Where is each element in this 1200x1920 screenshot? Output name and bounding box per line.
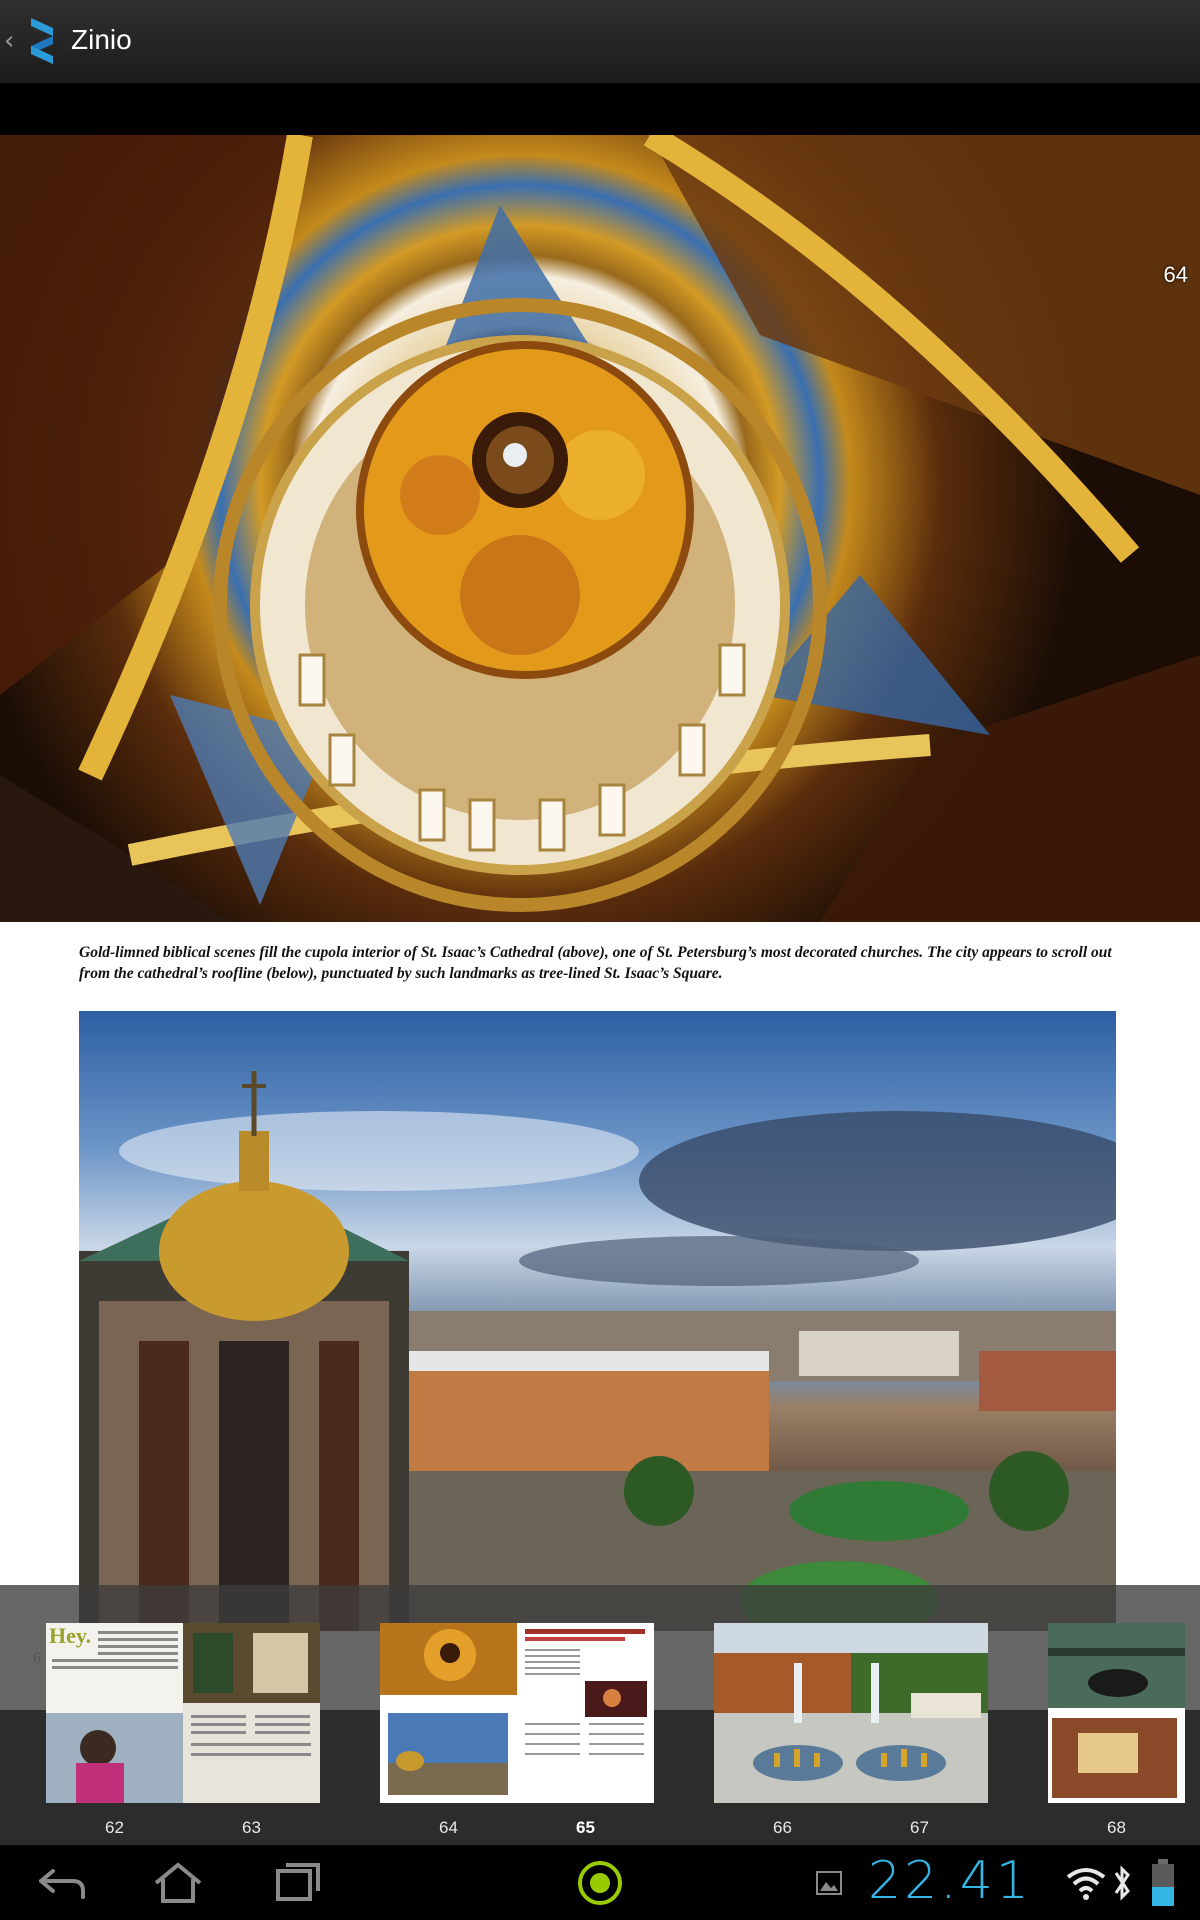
thumbnail-label-67: 67 <box>910 1818 929 1837</box>
thumb-strip-stray-text: 6 <box>33 1650 41 1667</box>
battery-icon <box>1150 1859 1176 1907</box>
thumbnail-spread-66-67[interactable] <box>714 1623 988 1803</box>
nav-recents-icon[interactable] <box>270 1859 326 1907</box>
photo-caption: Gold-limned biblical scenes fill the cupola interior of St. Isaac’s Cathedral (above), one of St. Petersburg’s most decorated churches. The city appears to scroll out from the cathedral’s roofline (below), punctuated by such landmarks as tree-lined St. Isaac’s Square. <box>79 944 1112 982</box>
notification-ring-icon[interactable] <box>572 1859 628 1907</box>
gallery-icon <box>816 1871 842 1895</box>
thumbnail-spread-62-63[interactable] <box>46 1623 320 1803</box>
system-nav-bar <box>0 1845 1200 1920</box>
city-skyline-photo <box>79 1011 1116 1631</box>
thumbnail-label-66: 66 <box>773 1818 792 1837</box>
thumbnail-page-68[interactable] <box>1048 1623 1185 1803</box>
nav-home-icon[interactable] <box>150 1859 206 1907</box>
page-thumbnail-strip[interactable] <box>0 1585 1200 1845</box>
thumbnail-label-68: 68 <box>1107 1818 1126 1837</box>
wifi-icon <box>1066 1867 1106 1901</box>
thumbnail-page-63[interactable] <box>183 1623 320 1803</box>
thumbnail-page-62[interactable] <box>46 1623 183 1803</box>
thumbnail-page-66[interactable] <box>714 1623 851 1803</box>
status-clock: 22.41 <box>868 1851 1032 1911</box>
thumbnail-page-67[interactable] <box>851 1623 988 1803</box>
thumbnail-spread-64-65[interactable] <box>380 1623 654 1803</box>
bluetooth-icon <box>1112 1863 1132 1903</box>
thumbnail-label-63: 63 <box>242 1818 261 1837</box>
cathedral-cupola-photo <box>0 135 1200 922</box>
page-number: 64 <box>1163 262 1188 287</box>
thumbnail-62-headline: Hey. <box>49 1623 92 1648</box>
action-bar <box>0 0 1200 84</box>
cupola-illustration <box>0 135 1200 922</box>
city-illustration <box>79 1011 1116 1631</box>
nav-back-icon[interactable] <box>33 1859 89 1907</box>
zinio-logo-icon[interactable] <box>27 16 57 66</box>
back-chevron-icon[interactable]: ‹ <box>4 26 15 56</box>
thumbnail-label-64: 64 <box>439 1818 458 1837</box>
thumbnail-spread-68[interactable] <box>1048 1623 1185 1803</box>
thumbnail-page-65[interactable] <box>517 1623 654 1803</box>
thumbnail-page-64[interactable] <box>380 1623 517 1803</box>
app-title: Zinio <box>71 24 132 55</box>
thumbnail-label-62: 62 <box>105 1818 124 1837</box>
thumbnail-label-65: 65 <box>576 1818 595 1837</box>
